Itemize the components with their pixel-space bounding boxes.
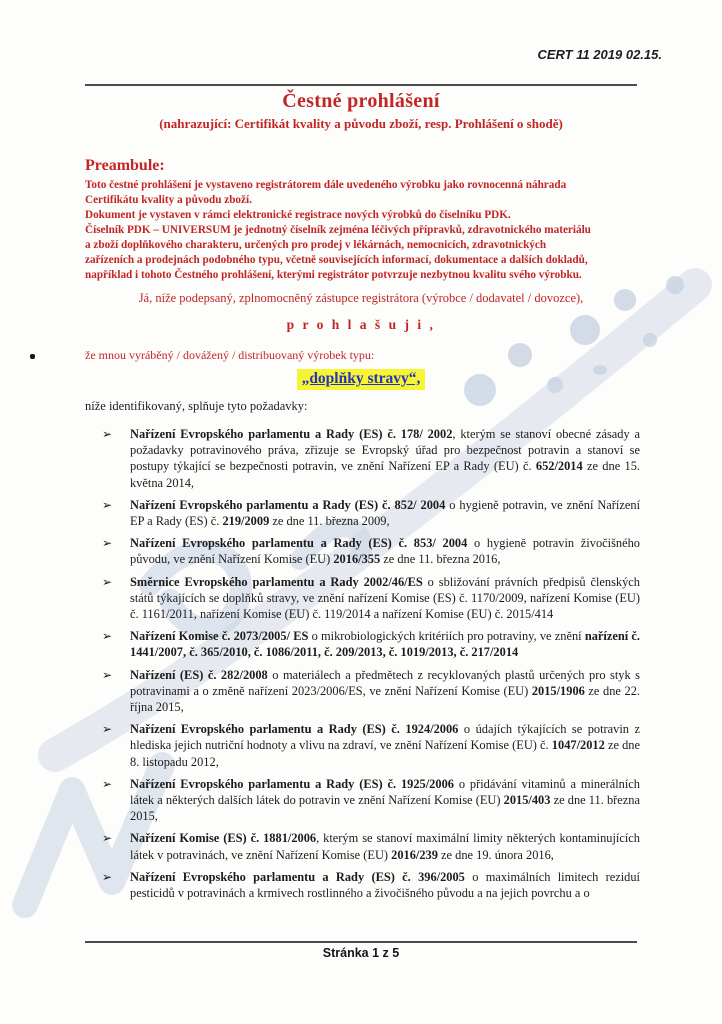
product-type-highlight: „doplňky stravy“, <box>297 369 426 390</box>
declaration-verb: p r o h l a š u j i , <box>286 317 436 332</box>
footer-rule <box>85 941 637 943</box>
requirement-text: o přidávání vitaminů a minerálních látek a některých dalších látek do potravin ve znění Nařízení Komise (EU) <box>130 776 640 808</box>
preamble-line: Dokument je vystaven v rámci elektronické registrace nových výrobků do číselníku PDK. <box>85 209 511 221</box>
requirement-text: Nařízení Evropského parlamentu a Rady (ES) č. 396/2005 <box>130 869 465 884</box>
requirement-text: ze dne 11. března 2015, <box>130 793 640 824</box>
requirement-text: o hygieně potravin živočišného původu, ve znění Nařízení Komise (EU) <box>130 536 640 567</box>
requirement-text: o maximálních limitech reziduí pesticidů v potravinách a krmivech rostlinného a živočišného původu a na jejich povrchu a o <box>130 869 641 901</box>
watermark-dot <box>508 343 532 367</box>
requirement-text: nařízení č. 1441/2007, č. 365/2010, č. 1086/2011, č. 209/2013, č. 1019/2013, č. 217/2014 <box>130 629 640 660</box>
requirement-text: ze dne 8. listopadu 2012, <box>130 738 640 769</box>
bullet-arrow-icon: ➢ <box>102 536 113 551</box>
requirement-text: 2015/403 <box>503 793 551 808</box>
requirement-item <box>100 535 640 567</box>
requirement-text: 2016/355 <box>333 552 381 567</box>
requirement-text: ze dne 11. března 2009, <box>269 514 390 529</box>
requirement-text: 652/2014 <box>535 459 583 474</box>
bullet-arrow-icon: ➢ <box>102 776 113 791</box>
declaration-intro: Já, níže podepsaný, zplnomocněný zástupce registrátora (výrobce / dodavatel / dovozce), <box>138 291 584 305</box>
product-type-row <box>85 369 637 390</box>
requirement-text: ze dne 15. května 2014, <box>130 459 641 490</box>
requirement-text: Nařízení Evropského parlamentu a Rady (ES) č. 1925/2006 <box>130 776 454 791</box>
requirement-text: o materiálech a předmětech z recyklovaných plastů určených pro styk s potravinami a o změně nařízení 2023/2006/ES, ve znění Nařízení Komise (EU) <box>130 667 640 698</box>
document-title: Čestné prohlášení <box>282 90 440 112</box>
preamble-paragraph <box>85 178 670 283</box>
requirement-text: ze dne 19. února 2016, <box>437 847 554 862</box>
requirement-text: 2015/1906 <box>531 683 585 698</box>
preamble-line: Toto čestné prohlášení je vystaveno registrátorem dále uvedeného výrobku jako rovnocenná náhrada <box>85 179 567 191</box>
requirement-text: o mikrobiologických kritériích pro potraviny, ve znění <box>308 629 585 644</box>
bullet-arrow-icon: ➢ <box>102 831 113 846</box>
requirement-text: Nařízení Komise č. 2073/2005/ ES <box>130 629 309 644</box>
preamble-line: a zboží doplňkového charakteru, určených pro prodej v lékárnách, nemocnicích, zdravotnických <box>85 239 547 251</box>
requirement-text: Nařízení Evropského parlamentu a Rady (ES) č. 1924/2006 <box>130 722 459 737</box>
requirement-text: 219/2009 <box>222 514 270 529</box>
requirement-item <box>100 776 640 825</box>
requirement-text: ze dne 22. října 2015, <box>130 683 641 715</box>
preamble-section <box>85 157 670 283</box>
preamble-line: například i tohoto Čestného prohlášení, kterými registrátor potvrzuje nezbytnou kvalitu svého výrobku. <box>85 269 582 281</box>
preamble-heading: Preambule: <box>85 157 165 174</box>
bullet-arrow-icon: ➢ <box>102 574 113 589</box>
requirement-text: Směrnice Evropského parlamentu a Rady 2002/46/ES <box>130 574 423 589</box>
requirement-text: o hygieně potravin, ve znění Nařízení EP a Rady (ES) č. <box>130 497 641 529</box>
bullet-arrow-icon: ➢ <box>102 629 113 644</box>
requirement-item <box>100 426 640 491</box>
bullet-arrow-icon: ➢ <box>102 722 113 737</box>
requirement-item <box>100 497 640 529</box>
requirement-text: 2016/239 <box>391 847 438 862</box>
page-number: Stránka 1 z 5 <box>322 946 400 960</box>
requirement-item <box>100 721 640 770</box>
product-type-line: že mnou vyráběný / dovážený / distribuovaný výrobek typu: <box>85 348 375 362</box>
requirement-text: ze dne 11. března 2016, <box>380 552 501 567</box>
preamble-line: Číselník PDK – UNIVERSUM je jednotný číselník zejména léčivých přípravků, zdravotnického materiálu <box>85 224 591 236</box>
declaration-closing: níže identifikovaný, splňuje tyto požadavky: <box>85 399 308 413</box>
bullet-arrow-icon: ➢ <box>102 869 113 884</box>
requirement-text: Nařízení (ES) č. 282/2008 <box>130 667 268 682</box>
requirement-item <box>100 869 640 901</box>
header-rule <box>85 84 637 86</box>
requirements-list <box>100 426 640 907</box>
requirement-text: 1047/2012 <box>551 738 605 753</box>
requirement-item <box>100 830 640 862</box>
requirement-text: o sbližování právních předpisů členských států týkajících se doplňků stravy, ve znění nařízení Komise (ES) č. 1170/2009, nařízení Komise (EU) č. 1161/2011, nařízení Komise (EU) č. 119/2014 a nařízení Komise (EU) č. 2015/414 <box>130 574 640 622</box>
scan-speck <box>30 354 35 359</box>
bullet-arrow-icon: ➢ <box>102 427 113 441</box>
preamble-line: zařízeních a prodejnách podobného typu, včetně souvisejících informací, dokumentace a dalších dokladů, <box>85 254 588 266</box>
requirement-text: Nařízení Evropského parlamentu a Rady (ES) č. 853/ 2004 <box>130 536 468 551</box>
requirement-text: , kterým se stanoví maximální limity některých kontaminujících látek v potravinách, ve znění Nařízení Komise (EU) <box>130 831 640 862</box>
bullet-arrow-icon: ➢ <box>102 667 113 682</box>
doc-reference: CERT 11 2019 02.15. <box>537 47 662 62</box>
requirement-text: , kterým se stanoví obecné zásady a požadavky potravinového práva, zřizuje se Evropský úřad pro bezpečnost potravin a stanoví se postupy týkající se bezpečnosti potravin, ve znění Nařízení EP a Rady (EU) č. <box>130 427 640 474</box>
document-subtitle: (nahrazující: Certifikát kvality a původu zboží, resp. Prohlášení o shodě) <box>159 116 563 131</box>
requirement-text: o údajích týkajících se potravin z hlediska jejich nutriční hodnoty a vlivu na zdraví, ve znění Nařízení Komise (EU) č. <box>130 722 640 753</box>
requirement-item <box>100 628 640 660</box>
requirement-text: Nařízení Evropského parlamentu a Rady (ES) č. 852/ 2004 <box>130 497 446 512</box>
watermark-dot <box>643 333 657 347</box>
preamble-line: Certifikátu kvality a původu zboží. <box>85 194 252 206</box>
requirement-item <box>100 667 640 716</box>
requirement-text: Nařízení Komise (ES) č. 1881/2006 <box>130 831 317 846</box>
bullet-arrow-icon: ➢ <box>102 497 113 512</box>
requirement-item <box>100 574 640 623</box>
requirement-text: Nařízení Evropského parlamentu a Rady (ES) č. 178/ 2002 <box>130 427 453 441</box>
